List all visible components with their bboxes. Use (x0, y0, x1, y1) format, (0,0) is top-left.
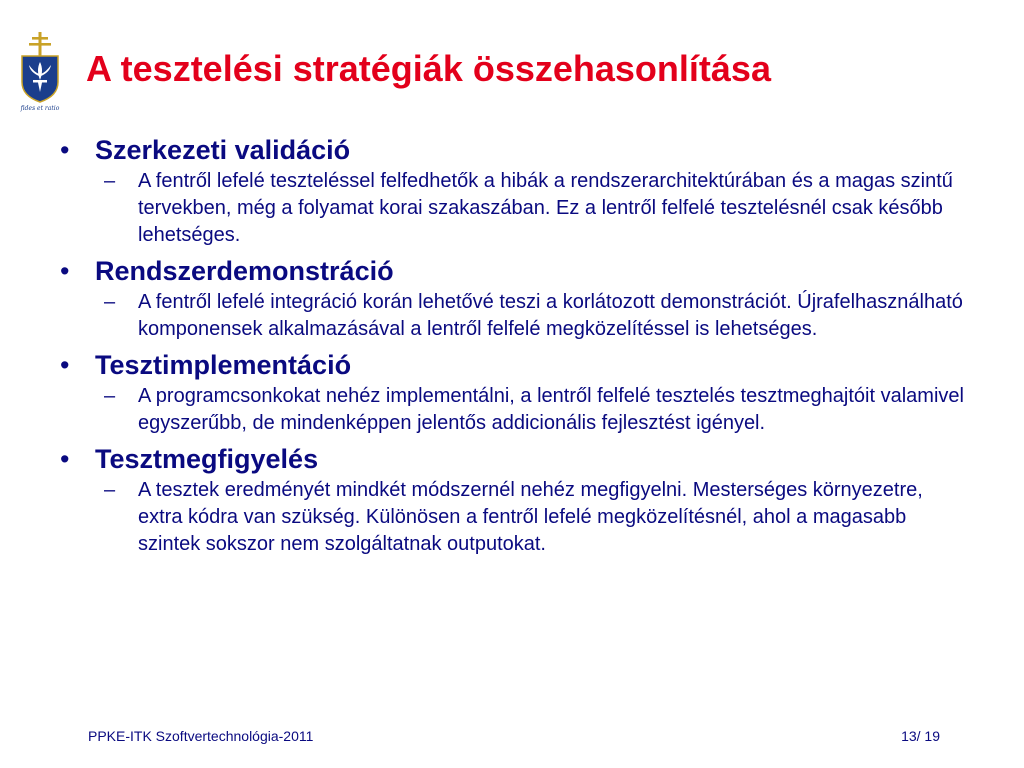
sub-marker: – (104, 170, 116, 192)
footer-course-label: PPKE-ITK Szoftvertechnológia-2011 (88, 728, 314, 744)
bullet-marker: • (60, 256, 70, 286)
bullet-item (60, 133, 970, 249)
logo-motto: fides et ratio (20, 105, 60, 112)
sub-item (95, 289, 970, 343)
university-crest-logo (14, 30, 66, 112)
bullet-heading: Tesztmegfigyelés (95, 444, 319, 474)
bullet-marker: • (60, 350, 70, 380)
bullet-marker: • (60, 135, 70, 165)
sub-text: A fentről lefelé integráció korán lehetővé teszi a korlátozott demonstrációt. Újrafelhasználható komponensek alkalmazásával a lentről felfelé megközelítéssel is lehetséges. (138, 291, 963, 340)
sub-item (95, 477, 970, 558)
bullet-item (60, 442, 970, 558)
bullet-heading: Szerkezeti validáció (95, 135, 351, 165)
sub-item (95, 383, 970, 437)
bullet-heading: Rendszerdemonstráció (95, 256, 394, 286)
crest-icon (14, 30, 66, 112)
footer-page-number: 13/ 19 (901, 728, 940, 744)
bullet-marker: • (60, 444, 70, 474)
sub-item (95, 168, 970, 249)
sub-marker: – (104, 385, 116, 407)
sub-text: A tesztek eredményét mindkét módszernél nehéz megfigyelni. Mesterséges környezetre, extra kódra van szükség. Különösen a fentről lefelé megközelítésnél, ahol a magasabb szintek sokszor nem szolgáltatnak outputokat. (138, 479, 923, 555)
bullet-item (60, 254, 970, 343)
sub-marker: – (104, 291, 116, 313)
slide-title: A tesztelési stratégiák összehasonlítása (86, 48, 771, 89)
sub-text: A programcsonkokat nehéz implementálni, a lentről felfelé tesztelés tesztmeghajtóit valamivel egyszerűbb, de mindenképpen jelentős addicionális fejlesztést igényel. (138, 385, 964, 434)
bullet-item (60, 348, 970, 437)
sub-text: A fentről lefelé teszteléssel felfedhetők a hibák a rendszerarchitektúrában és a magas szintű tervekben, még a folyamat korai szakaszában. Ez a lentről felfelé tesztelésnél csak később lehetséges. (138, 170, 953, 246)
bullet-list (60, 133, 970, 558)
bullet-heading: Tesztimplementáció (95, 350, 352, 380)
sub-marker: – (104, 479, 116, 501)
